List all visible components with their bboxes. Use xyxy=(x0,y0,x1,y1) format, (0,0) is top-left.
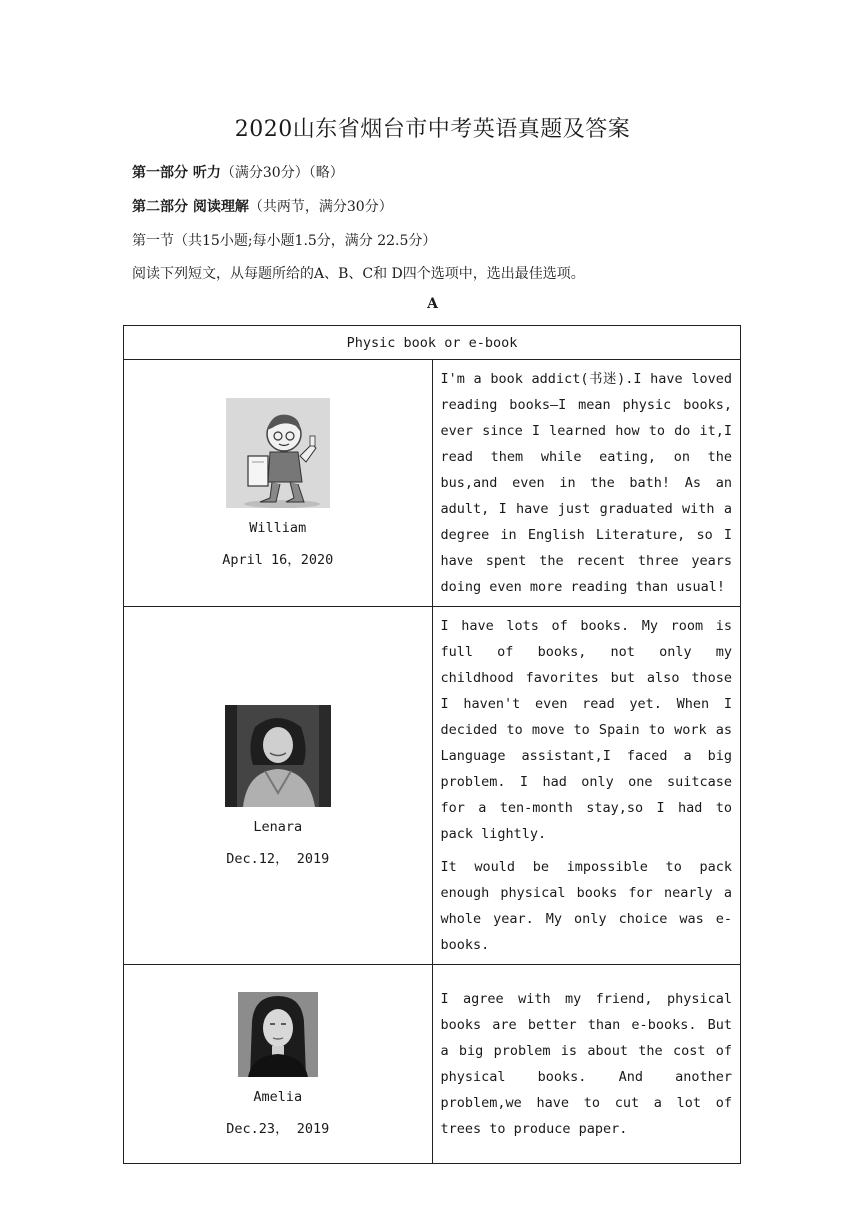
comment-cell xyxy=(432,965,741,1164)
table-row xyxy=(124,360,741,607)
passage-label: A xyxy=(427,296,438,312)
lenara-photo-image xyxy=(225,705,331,807)
part1-heading xyxy=(132,162,344,182)
william-cartoon-image xyxy=(226,398,330,508)
post-date: April 16，2020 xyxy=(222,552,334,568)
table-row xyxy=(124,965,741,1164)
comment-paragraph: I'm a book addict(书迷).I have loved reading books—I mean physic books, ever since I learned how to do it,I read them while eating, on the bus,and even in the bath! As an adult, I have just graduated with a degree in English Literature, so I have spent the recent three years doing even more reading than usual! xyxy=(440,371,732,595)
post-date: Dec.23， 2019 xyxy=(226,1120,330,1137)
part2-note: （共两节，满分30分） xyxy=(248,199,393,215)
comment-cell xyxy=(432,360,741,607)
person-name: Lenara xyxy=(253,818,303,835)
document-title: 2020山东省烟台市中考英语真题及答案 xyxy=(234,117,631,142)
person-name: Amelia xyxy=(253,1088,303,1105)
person-cell xyxy=(124,965,433,1164)
table-row xyxy=(124,607,741,965)
person-cell xyxy=(124,360,433,607)
comment-paragraph: It would be impossible to pack enough physical books for nearly a whole year. My only choice was e-books. xyxy=(440,859,732,953)
part2-heading xyxy=(132,196,393,216)
instruction-text: 阅读下列短文，从每题所给的A、B、C和 D四个选项中，选出最佳选项。 xyxy=(132,266,585,282)
amelia-photo-image xyxy=(238,992,318,1077)
part1-label: 第一部分 听力 xyxy=(132,165,221,181)
comment-paragraph: I have lots of books. My room is full of books, not only my childhood favorites but also those I haven't even read yet. When I decided to move to Spain to work as Language assistant,I faced a big problem. I had only one suitcase for a ten-month stay,so I had to pack lightly. xyxy=(440,618,732,842)
section1-heading: 第一节（共15小题;每小题1.5分，满分 22.5分） xyxy=(132,233,437,249)
comment-cell xyxy=(432,607,741,965)
person-cell xyxy=(124,607,433,965)
person-name: William xyxy=(249,520,307,536)
part1-note: （满分30分）（略） xyxy=(220,165,344,181)
reading-table xyxy=(123,325,741,1164)
part2-label: 第二部分 阅读理解 xyxy=(132,199,249,215)
post-date: Dec.12， 2019 xyxy=(226,850,330,867)
table-header: Physic book or e-book xyxy=(124,326,741,360)
comment-paragraph: I agree with my friend, physical books are better than e-books. But a big problem is about the cost of physical books. And another problem,we have to cut a lot of trees to produce paper. xyxy=(440,991,732,1137)
